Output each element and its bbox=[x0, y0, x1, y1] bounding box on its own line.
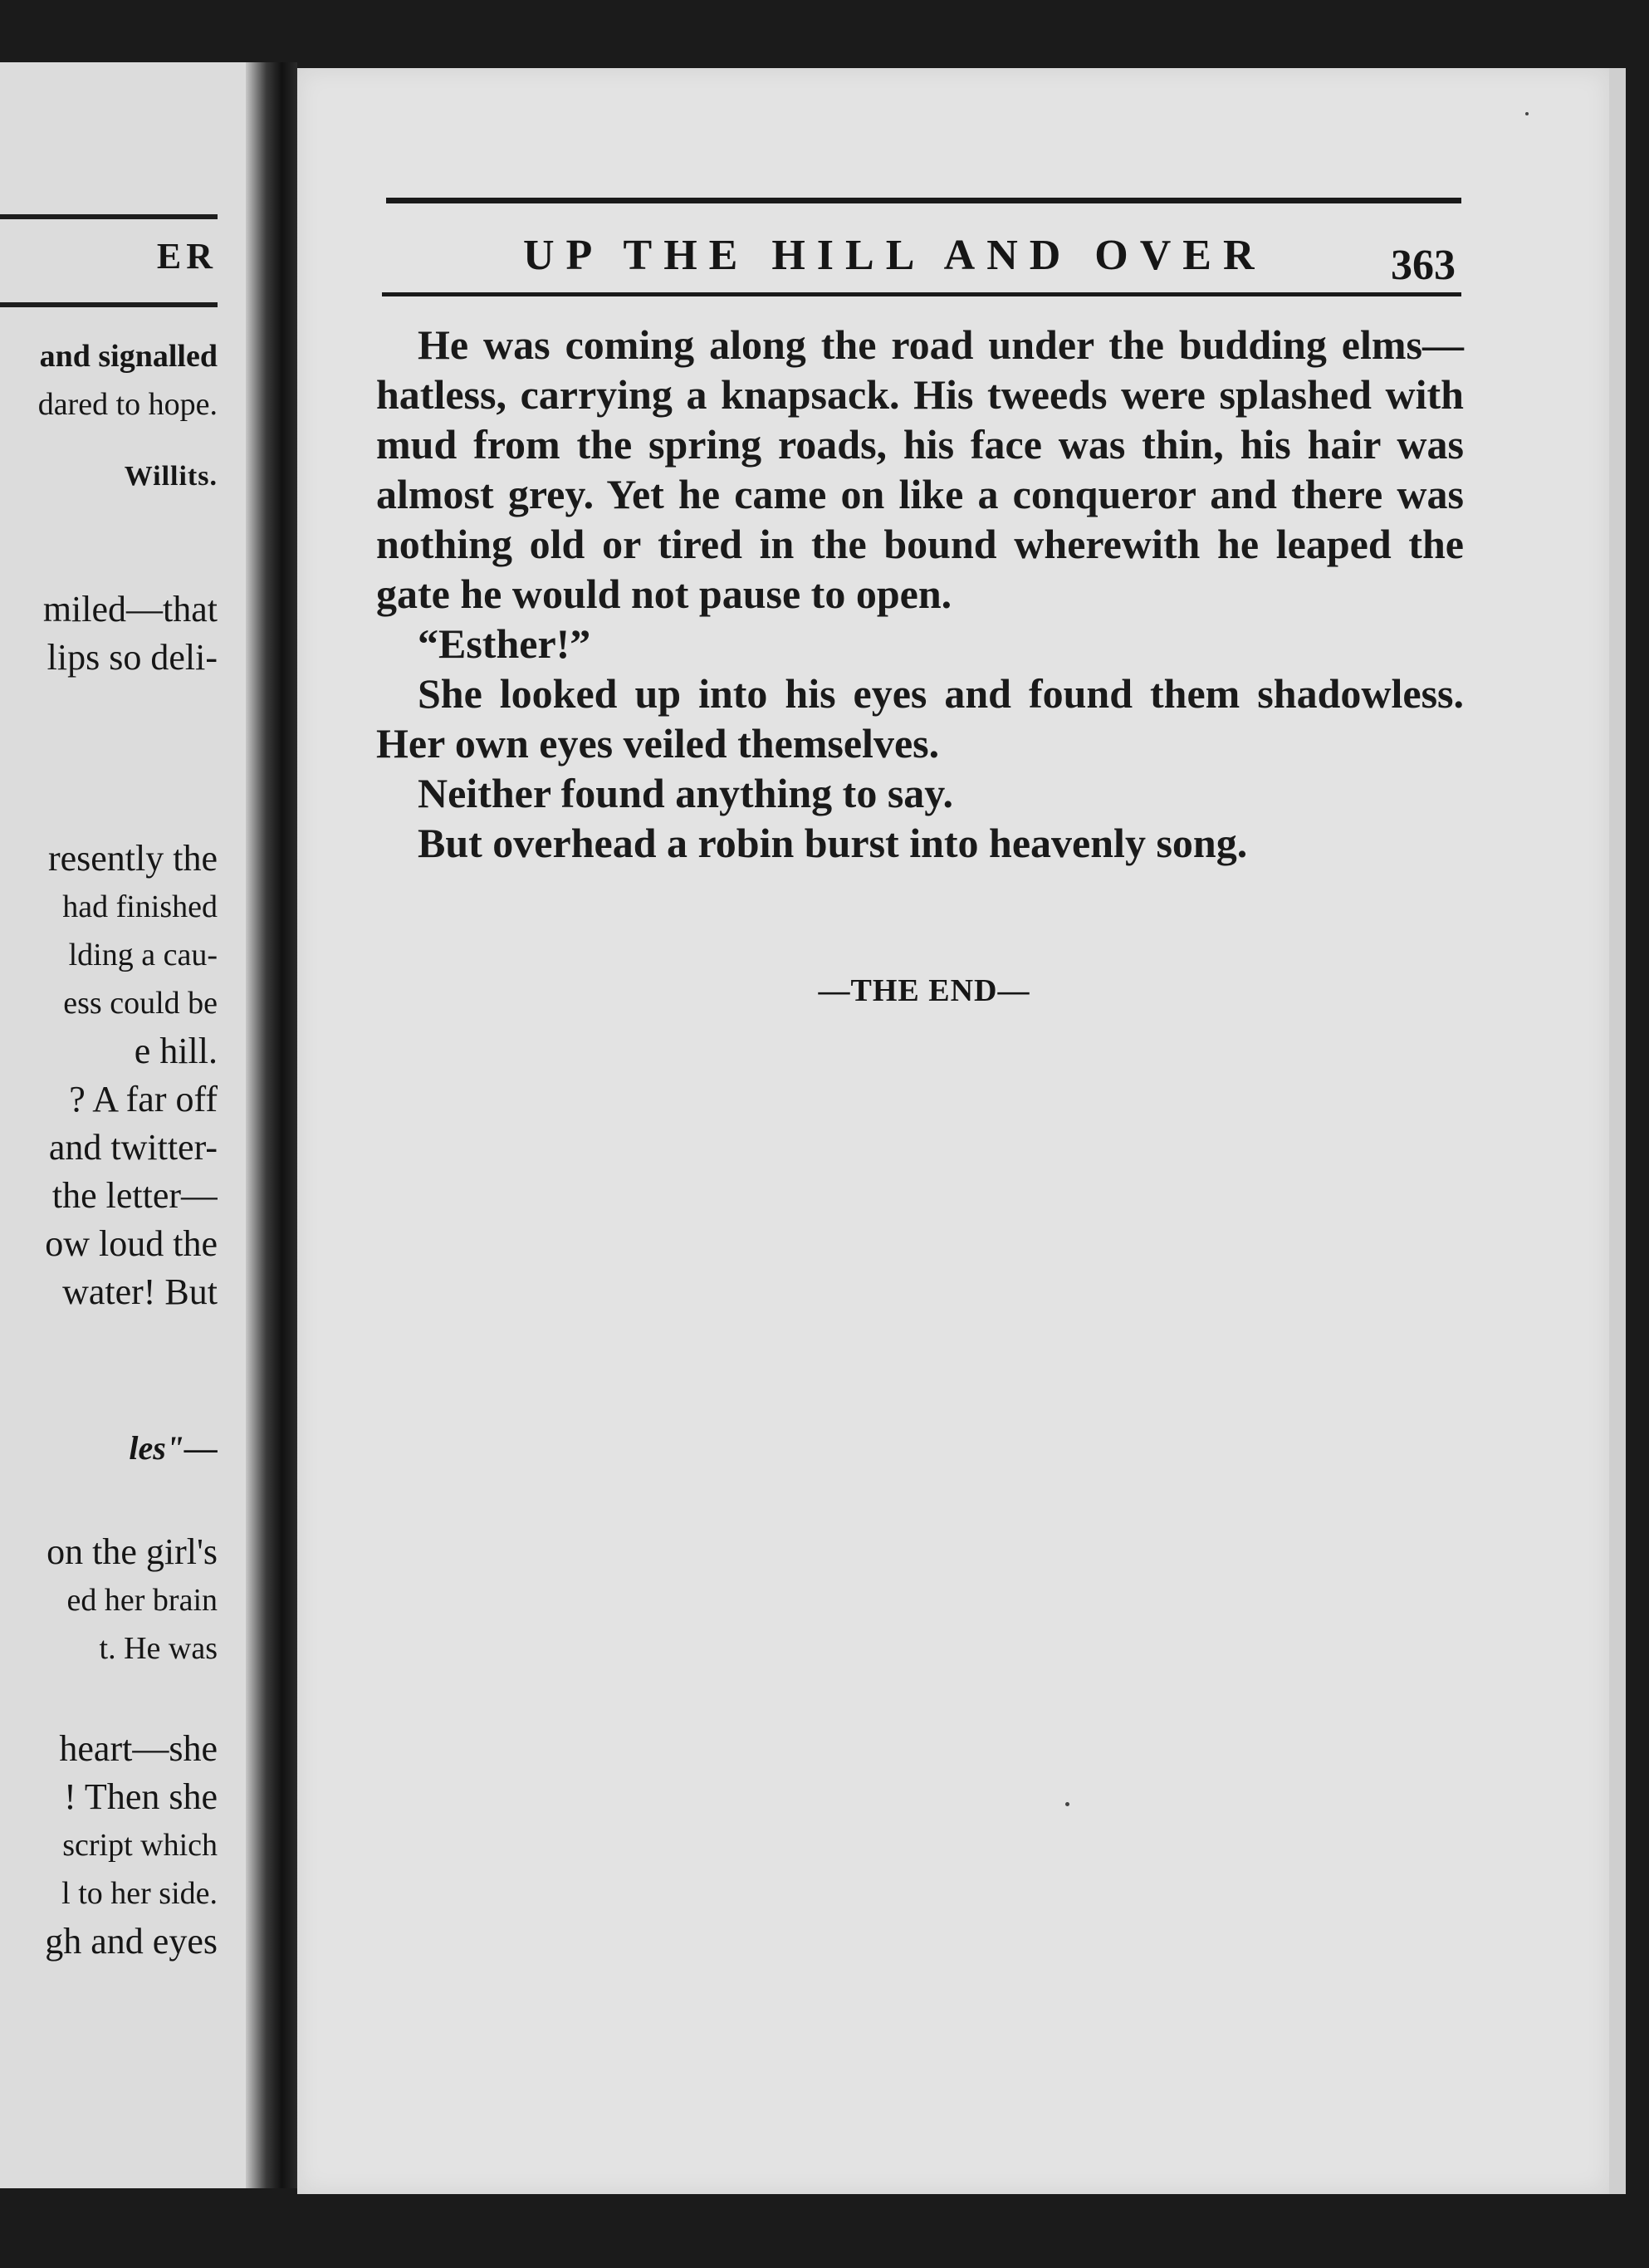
left-running-head: ER bbox=[156, 236, 218, 277]
left-header-rule-bottom bbox=[0, 302, 218, 307]
the-end-marker: —THE END— bbox=[818, 973, 1030, 1008]
left-text-line: gh and eyes bbox=[45, 1921, 218, 1962]
left-text-line: dared to hope. bbox=[37, 387, 218, 422]
left-text-line: water! But bbox=[62, 1271, 218, 1312]
left-text-line: heart—she bbox=[59, 1728, 218, 1769]
left-text-line: lding a cau- bbox=[68, 938, 218, 972]
left-text-line: ed her brain bbox=[66, 1583, 218, 1618]
left-text-line: lips so deli- bbox=[46, 637, 218, 678]
page-number: 363 bbox=[1391, 242, 1456, 289]
header-rule-bottom bbox=[382, 292, 1461, 296]
left-signature-text: Willits. bbox=[124, 461, 218, 492]
left-text-block bbox=[0, 835, 218, 1316]
left-text-line: on the girl's bbox=[46, 1531, 218, 1572]
left-text-line: l to her side. bbox=[61, 1876, 218, 1911]
header-rule-top bbox=[386, 198, 1461, 203]
left-signature bbox=[0, 453, 218, 501]
left-italic-text: les"— bbox=[129, 1429, 218, 1467]
running-head: UP THE HILL AND OVER bbox=[523, 232, 1266, 279]
left-text-middle bbox=[0, 585, 218, 682]
left-text-line: ess could be bbox=[63, 986, 218, 1021]
paragraph: But overhead a robin burst into heavenly song. bbox=[418, 820, 1248, 866]
left-text-line: and twitter- bbox=[48, 1127, 218, 1168]
left-text-bottom bbox=[0, 1725, 218, 1966]
paragraph: Neither found anything to say. bbox=[418, 770, 954, 816]
left-italic-line bbox=[0, 1424, 218, 1472]
left-text-line: e hill. bbox=[134, 1031, 218, 1071]
paragraph: He was coming along the road under the budding elms—hatless, carrying a knapsack. His tweeds were splashed with mud from the spring roads, his face was thin, his hair was almost grey. Yet he came on like a conqueror and there was nothing old or tired in the bound wherewith he leaped the gate he would not pause to open. bbox=[376, 321, 1464, 617]
left-text-line: resently the bbox=[47, 838, 218, 879]
left-text-lower bbox=[0, 1528, 218, 1673]
left-text-line: miled—that bbox=[42, 589, 218, 629]
left-text-line: t. He was bbox=[99, 1631, 218, 1666]
paper-speck bbox=[1065, 1802, 1069, 1806]
left-text-line: script which bbox=[62, 1828, 218, 1863]
left-text-line: ! Then she bbox=[64, 1776, 218, 1817]
right-page-edge bbox=[1609, 68, 1626, 2194]
paragraph: “Esther!” bbox=[418, 620, 591, 667]
body-text bbox=[376, 320, 1464, 868]
left-text-line: ? A far off bbox=[69, 1079, 218, 1119]
left-text-line: ow loud the bbox=[45, 1223, 218, 1264]
left-text-top bbox=[0, 332, 218, 429]
left-text-line: had finished bbox=[62, 889, 218, 924]
book-gutter bbox=[246, 62, 297, 2188]
left-text-line: and signalled bbox=[39, 339, 218, 374]
paragraph: She looked up into his eyes and found them shadowless. Her own eyes veiled themselves. bbox=[376, 670, 1464, 767]
left-header-rule-top bbox=[0, 214, 218, 219]
paper-speck bbox=[1525, 112, 1529, 115]
left-text-line: the letter— bbox=[51, 1175, 218, 1216]
